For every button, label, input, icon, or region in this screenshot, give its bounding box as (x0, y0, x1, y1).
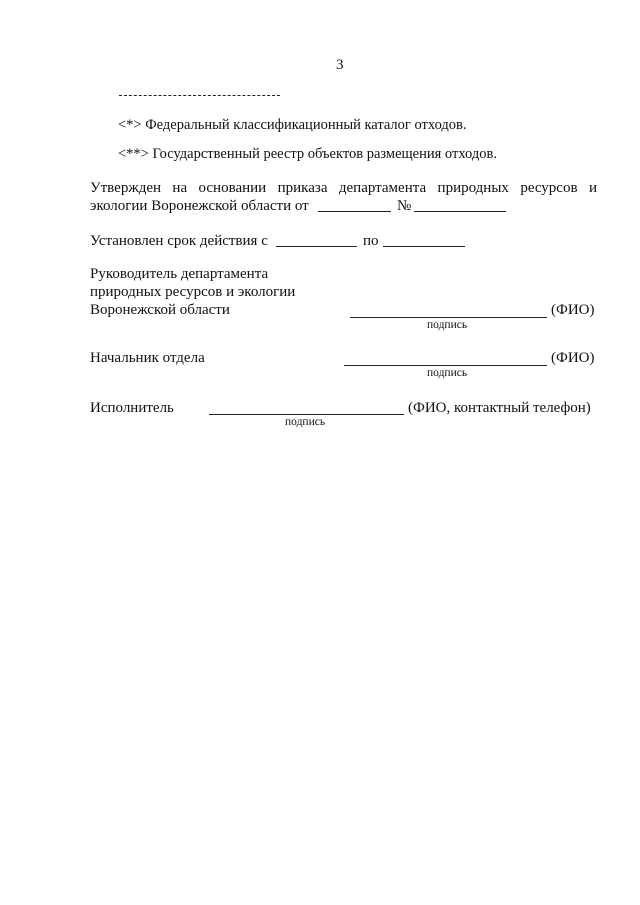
approval-date-label: экологии Воронежской области от (90, 198, 309, 214)
head-fio-label: (ФИО) (551, 302, 595, 318)
executor-signature-field[interactable] (209, 414, 404, 415)
executor-fio-label: (ФИО, контактный телефон) (408, 400, 591, 416)
footnote-2: <**> Государственный реестр объектов размещения отходов. (118, 146, 497, 162)
footnote-separator (119, 95, 280, 96)
approval-number-field[interactable] (414, 211, 506, 212)
validity-to-field[interactable] (383, 246, 465, 247)
footnote-1: <*> Федеральный классификационный каталог отходов. (118, 117, 467, 133)
executor-signature-caption: подпись (285, 416, 326, 428)
approval-line-2 (90, 197, 309, 215)
department-head-title: Начальник отдела (90, 350, 205, 366)
approval-line-1: Утвержден на основании приказа департамента природных ресурсов и (90, 180, 597, 196)
validity-to-label: по (363, 233, 379, 249)
head-title-line-2: природных ресурсов и экологии (90, 284, 296, 300)
department-head-fio-label: (ФИО) (551, 350, 595, 366)
head-title-line-3: Воронежской области (90, 302, 230, 318)
executor-title: Исполнитель (90, 400, 174, 416)
validity-label: Установлен срок действия с (90, 233, 268, 249)
number-sign: № (397, 198, 412, 214)
page-number: 3 (336, 57, 344, 73)
approval-date-field[interactable] (318, 211, 391, 212)
head-signature-field[interactable] (350, 317, 547, 318)
head-title-line-1: Руководитель департамента (90, 266, 269, 282)
validity-from-field[interactable] (276, 246, 357, 247)
department-head-signature-field[interactable] (344, 365, 547, 366)
department-head-signature-caption: подпись (427, 367, 468, 379)
head-signature-caption: подпись (427, 319, 468, 331)
